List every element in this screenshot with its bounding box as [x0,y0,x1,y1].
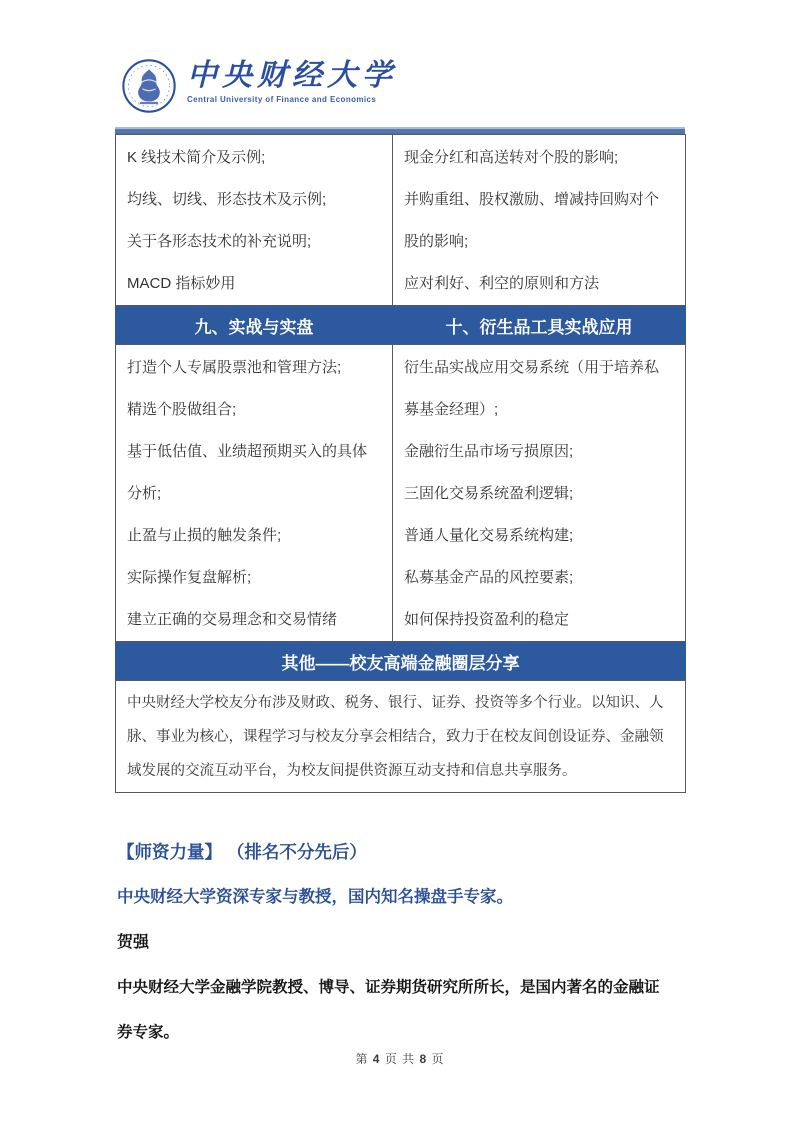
text-line: 实际操作复盘解析; [127,569,252,586]
university-name-en: Central University of Finance and Economics [187,95,377,104]
text-line: 中央财经大学金融学院教授、博导、证券期货研究所所长，是国内著名的金融证 [117,979,660,996]
text-line: 衍生品实战应用交易系统（用于培养私 [404,359,660,376]
text-line: 金融衍生品市场亏损原因; [404,443,574,460]
text-line: 均线、切线、形态技术及示例; [127,191,327,208]
footer-page-number: 4 [372,1052,381,1066]
text-line: 精选个股做组合; [127,401,237,418]
text-line: 止盈与止损的触发条件; [127,527,282,544]
text-line: 打造个人专属股票池和管理方法; [127,359,342,376]
text-line: MACD 指标妙用 [127,275,236,292]
faculty-subheading: 中央财经大学资深专家与教授，国内知名操盘手专家。 [117,888,513,906]
section9-header: 九、实战与实盘 [116,306,393,345]
faculty-heading: 【师资力量】 （排名不分先后） [117,842,367,862]
text-line: 中央财经大学校友分布涉及财政、税务、银行、证券、投资等多个行业。以知识、人 [127,695,664,711]
university-name-cn: 中央财经大学 [187,59,397,92]
text-line: 现金分红和高送转对个股的影响; [404,149,619,166]
footer-suffix: 页 [431,1052,445,1066]
table-row-section-content [116,345,686,642]
table-row-continued [116,135,686,306]
cell-alumni-paragraph [116,681,686,793]
other-section-header: 其他——校友高端金融圈层分享 [116,642,686,681]
professor-bio [117,965,689,1055]
cell-section9-content [116,345,393,642]
page-footer [0,1050,800,1068]
cell-dividend-effects [393,135,686,306]
text-line: 募基金经理）; [404,401,499,418]
text-line: 关于各形态技术的补充说明; [127,233,312,250]
text-line: 如何保持投资盈利的稳定 [404,611,570,628]
text-line: 基于低估值、业绩超预期买入的具体 [127,443,368,460]
footer-prefix: 第 [355,1052,369,1066]
text-line: 脉、事业为核心，课程学习与校友分享会相结合，致力于在校友间创设证券、金融领 [127,729,664,745]
table-row-other-content [116,681,686,793]
footer-middle: 页 共 [384,1052,416,1066]
page-header [121,58,397,114]
university-seal-icon [121,58,177,114]
text-line: 私募基金产品的风控要素; [404,569,574,586]
cell-section10-content [393,345,686,642]
cell-technical-analysis [116,135,393,306]
text-line: 分析; [127,485,162,502]
section10-header: 十、衍生品工具实战应用 [393,306,686,345]
text-line: 三固化交易系统盈利逻辑; [404,485,574,502]
text-line: 股的影响; [404,233,469,250]
text-line: 普通人量化交易系统构建; [404,527,574,544]
table-row-section-headers [116,306,686,345]
faculty-section [117,830,689,1055]
header-divider-rule [115,127,685,134]
text-line: 并购重组、股权激励、增减持回购对个 [404,191,660,208]
professor-name: 贺强 [117,934,150,951]
table-row-other-header [116,642,686,681]
text-line: 域发展的交流互动平台，为校友间提供资源互动支持和信息共享服务。 [127,763,577,779]
text-line: 券专家。 [117,1024,180,1041]
text-line: 建立正确的交易理念和交易情绪 [127,611,338,628]
text-line: 应对利好、利空的原则和方法 [404,275,600,292]
logo-text-block [187,58,397,104]
text-line: K 线技术简介及示例; [127,149,266,166]
course-outline-table [115,134,686,793]
footer-total-pages: 8 [419,1052,428,1066]
